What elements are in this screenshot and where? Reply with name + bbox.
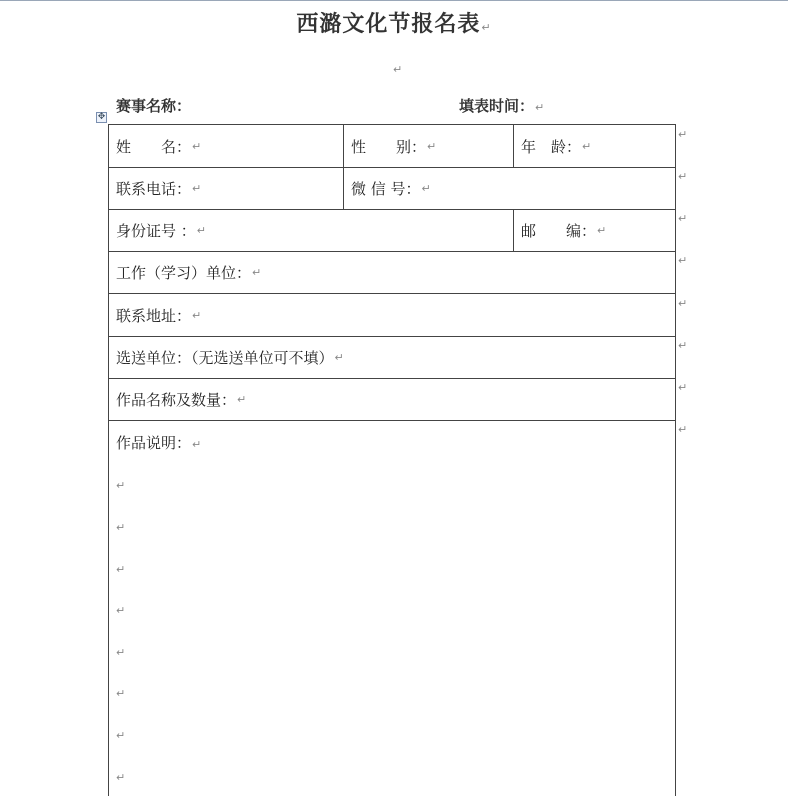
row-end-mark: ↵ bbox=[678, 339, 688, 352]
table-row bbox=[109, 337, 675, 379]
recommend-unit-cell[interactable] bbox=[109, 337, 675, 378]
paragraph-mark: ↵ bbox=[116, 771, 126, 784]
table-row bbox=[109, 294, 675, 337]
description-cell[interactable] bbox=[109, 421, 675, 797]
row-end-mark: ↵ bbox=[678, 423, 688, 436]
paragraph-mark: ↵ bbox=[116, 604, 126, 617]
work-unit-label: 工作（学习）单位： bbox=[116, 264, 252, 282]
works-cell[interactable] bbox=[109, 379, 675, 420]
recommend-unit-label: 选送单位：（无选送单位可不填） bbox=[116, 349, 334, 367]
phone-cell[interactable] bbox=[109, 168, 343, 209]
paragraph-mark: ↵ bbox=[535, 101, 545, 114]
top-rule bbox=[0, 0, 788, 1]
address-label: 联系地址： bbox=[116, 306, 192, 325]
fill-time-label: 填表时间： bbox=[459, 97, 535, 115]
paragraph-mark: ↵ bbox=[421, 182, 431, 195]
table-row bbox=[109, 168, 675, 210]
paragraph-mark: ↵ bbox=[116, 521, 126, 534]
row-end-mark: ↵ bbox=[678, 381, 688, 394]
phone-label: 联系电话： bbox=[116, 180, 192, 198]
fill-time-field[interactable] bbox=[459, 95, 544, 116]
description-label-line bbox=[116, 432, 201, 453]
address-cell[interactable] bbox=[109, 294, 675, 336]
event-name-label: 赛事名称： bbox=[116, 97, 192, 115]
wechat-cell[interactable] bbox=[343, 168, 675, 209]
paragraph-mark: ↵ bbox=[597, 224, 607, 237]
registration-table bbox=[108, 124, 676, 796]
paragraph-mark: ↵ bbox=[393, 63, 403, 76]
work-unit-cell[interactable] bbox=[109, 252, 675, 293]
paragraph-mark: ↵ bbox=[192, 139, 202, 153]
paragraph-mark: ↵ bbox=[196, 224, 206, 237]
paragraph-mark: ↵ bbox=[427, 139, 437, 153]
row-end-mark: ↵ bbox=[678, 170, 688, 183]
table-row bbox=[109, 210, 675, 252]
description-label: 作品说明： bbox=[116, 434, 192, 452]
paragraph-mark: ↵ bbox=[237, 393, 247, 406]
paragraph-mark: ↵ bbox=[116, 646, 126, 659]
age-label: 年 龄： bbox=[521, 137, 582, 156]
paragraph-mark: ↵ bbox=[116, 563, 126, 576]
postcode-label: 邮 编： bbox=[521, 222, 597, 240]
postcode-cell[interactable] bbox=[513, 210, 675, 251]
id-number-cell[interactable] bbox=[109, 210, 513, 251]
row-end-mark: ↵ bbox=[678, 254, 688, 267]
paragraph-mark: ↵ bbox=[334, 351, 344, 364]
paragraph-mark: ↵ bbox=[116, 687, 126, 700]
works-label: 作品名称及数量： bbox=[116, 391, 237, 409]
wechat-label: 微 信 号： bbox=[351, 180, 421, 198]
table-row bbox=[109, 379, 675, 421]
paragraph-mark: ↵ bbox=[192, 182, 202, 195]
name-cell[interactable] bbox=[109, 125, 343, 167]
gender-cell[interactable] bbox=[343, 125, 513, 167]
document-title bbox=[0, 7, 788, 38]
row-end-mark: ↵ bbox=[678, 128, 688, 141]
paragraph-mark: ↵ bbox=[192, 308, 202, 322]
table-move-handle-icon[interactable]: ✥ bbox=[97, 112, 106, 122]
id-number-label: 身份证号 ： bbox=[116, 222, 196, 240]
paragraph-mark: ↵ bbox=[192, 438, 202, 451]
paragraph-mark: ↵ bbox=[116, 729, 126, 742]
table-row bbox=[109, 125, 675, 168]
paragraph-mark: ↵ bbox=[481, 21, 492, 34]
age-cell[interactable] bbox=[513, 125, 675, 167]
gender-label: 性 别： bbox=[351, 137, 427, 156]
row-end-mark: ↵ bbox=[678, 297, 688, 310]
table-row bbox=[109, 252, 675, 294]
event-name-field[interactable] bbox=[116, 95, 191, 116]
paragraph-mark: ↵ bbox=[116, 479, 126, 492]
paragraph-mark: ↵ bbox=[582, 139, 592, 153]
title-text: 西潞文化节报名表 bbox=[296, 12, 481, 37]
paragraph-mark: ↵ bbox=[252, 266, 262, 279]
blank-paragraph bbox=[392, 58, 402, 77]
row-end-mark: ↵ bbox=[678, 212, 688, 225]
name-label: 姓 名： bbox=[116, 137, 192, 156]
